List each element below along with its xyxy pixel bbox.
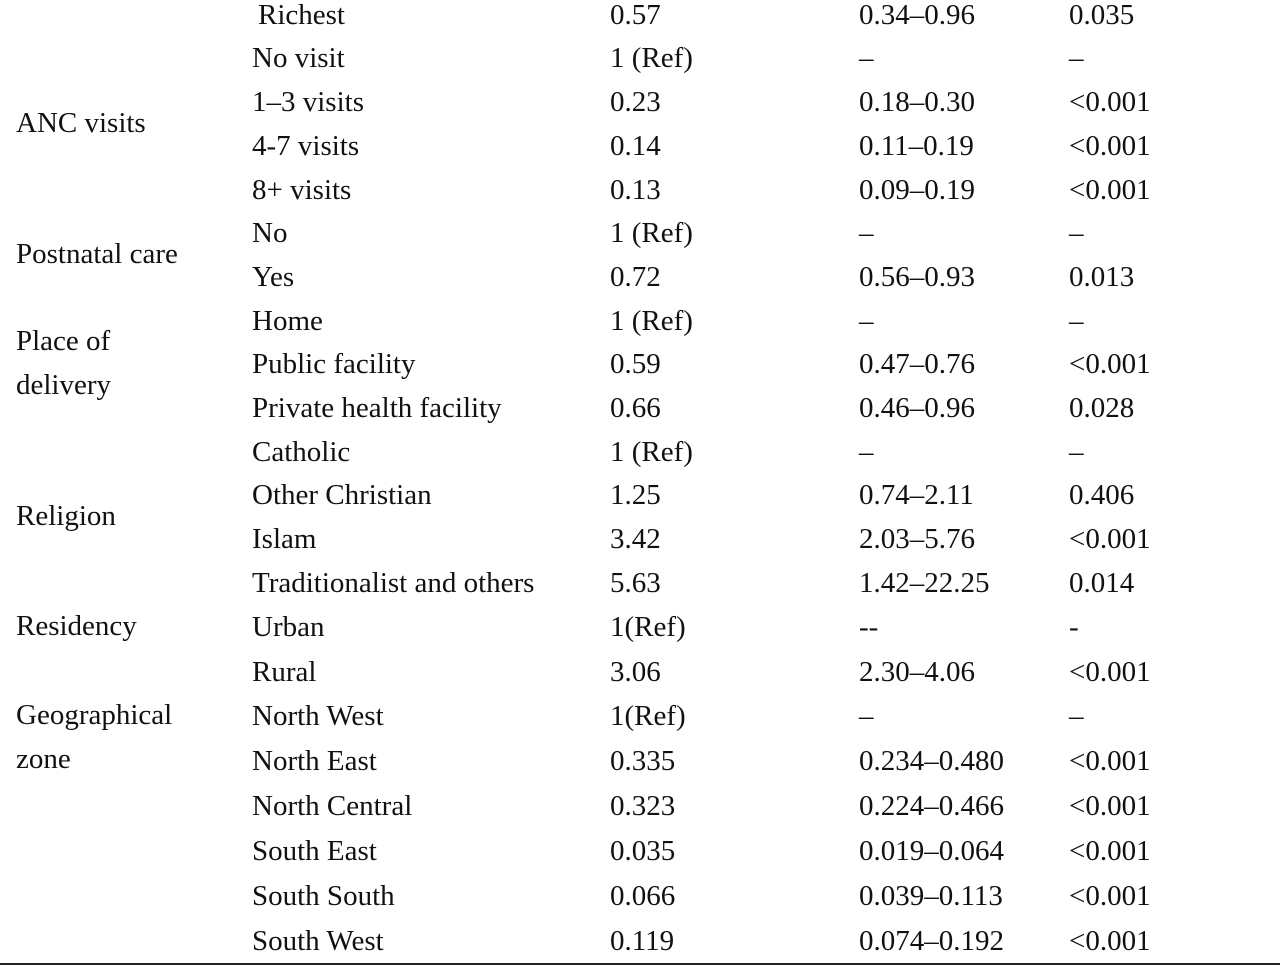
table-row: [0, 836, 1280, 876]
table-row: [0, 612, 1280, 652]
ci-cell: --: [859, 611, 879, 643]
subcategory-cell: Rural: [252, 656, 317, 688]
group-label-geographical-zone: Geographical zone: [16, 699, 173, 775]
ci-cell: –: [859, 42, 874, 74]
table-row: [0, 218, 1280, 258]
p-value-cell: <0.001: [1069, 656, 1151, 688]
odds-ratio-cell: 3.06: [610, 656, 661, 688]
ci-cell: 0.224–0.466: [859, 790, 1004, 822]
p-value-cell: <0.001: [1069, 523, 1151, 555]
p-value-cell: -: [1069, 611, 1079, 643]
odds-ratio-cell: 0.57: [610, 0, 661, 31]
ci-cell: 0.18–0.30: [859, 86, 975, 118]
table-row: [0, 0, 1280, 40]
subcategory-cell: Private health facility: [252, 392, 502, 424]
ci-cell: –: [859, 700, 874, 732]
ci-cell: –: [859, 217, 874, 249]
ci-cell: 0.11–0.19: [859, 130, 974, 162]
ci-cell: –: [859, 436, 874, 468]
odds-ratio-cell: 1 (Ref): [610, 42, 693, 74]
odds-ratio-cell: 0.66: [610, 392, 661, 424]
ci-cell: 0.34–0.96: [859, 0, 975, 31]
subcategory-cell: 4-7 visits: [252, 130, 360, 162]
table-row: [0, 568, 1280, 608]
table-row: [0, 43, 1280, 83]
subcategory-cell: North West: [252, 700, 384, 732]
odds-ratio-cell: 0.23: [610, 86, 661, 118]
subcategory-cell: Urban: [252, 611, 325, 643]
table-row: [0, 262, 1280, 302]
table-row: [0, 657, 1280, 697]
ci-cell: 0.74–2.11: [859, 479, 974, 511]
subcategory-cell: Islam: [252, 523, 317, 555]
subcategory-cell: Home: [252, 305, 323, 337]
subcategory-cell: 1–3 visits: [252, 86, 364, 118]
odds-ratio-cell: 0.035: [610, 835, 676, 867]
subcategory-cell: North East: [252, 745, 377, 777]
table-row: [0, 746, 1280, 786]
group-label-religion: Religion: [16, 500, 116, 532]
odds-ratio-cell: 1(Ref): [610, 700, 686, 732]
subcategory-cell: South East: [252, 835, 377, 867]
table-bottom-rule: [0, 963, 1280, 965]
ci-cell: 0.09–0.19: [859, 174, 975, 206]
odds-ratio-cell: 5.63: [610, 567, 661, 599]
p-value-cell: 0.014: [1069, 567, 1135, 599]
table-row: [0, 480, 1280, 520]
p-value-cell: 0.035: [1069, 0, 1135, 31]
table-row: [0, 306, 1280, 346]
odds-ratio-cell: 1 (Ref): [610, 305, 693, 337]
table-row: [0, 437, 1280, 477]
subcategory-cell: Yes: [252, 261, 295, 293]
p-value-cell: <0.001: [1069, 835, 1151, 867]
subcategory-cell: Public facility: [252, 348, 416, 380]
odds-ratio-cell: 1.25: [610, 479, 661, 511]
odds-ratio-cell: 3.42: [610, 523, 661, 555]
p-value-cell: –: [1069, 217, 1084, 249]
p-value-cell: –: [1069, 700, 1084, 732]
subcategory-cell: Traditionalist and others: [252, 567, 535, 599]
p-value-cell: <0.001: [1069, 130, 1151, 162]
p-value-cell: 0.406: [1069, 479, 1135, 511]
subcategory-cell: No visit: [252, 42, 345, 74]
odds-ratio-cell: 0.72: [610, 261, 661, 293]
table-row: [0, 701, 1280, 741]
odds-ratio-cell: 0.335: [610, 745, 676, 777]
table-row: [0, 791, 1280, 831]
p-value-cell: <0.001: [1069, 174, 1151, 206]
odds-ratio-cell: 1(Ref): [610, 611, 686, 643]
ci-cell: 0.56–0.93: [859, 261, 975, 293]
ci-cell: 0.234–0.480: [859, 745, 1004, 777]
p-value-cell: <0.001: [1069, 925, 1151, 957]
table-row: [0, 349, 1280, 389]
odds-ratio-cell: 0.59: [610, 348, 661, 380]
ci-cell: 0.47–0.76: [859, 348, 975, 380]
group-label-place-of-delivery: Place of delivery: [16, 325, 112, 401]
group-label-postnatal-care: Postnatal care: [16, 238, 178, 270]
group-label-residency: Residency: [16, 610, 137, 642]
table-row: [0, 524, 1280, 564]
p-value-cell: 0.013: [1069, 261, 1135, 293]
p-value-cell: –: [1069, 436, 1084, 468]
p-value-cell: –: [1069, 305, 1084, 337]
subcategory-cell: Richest: [258, 0, 345, 31]
ci-cell: 1.42–22.25: [859, 567, 990, 599]
group-label-anc-visits: ANC visits: [16, 107, 146, 139]
table-row: [0, 926, 1280, 966]
p-value-cell: <0.001: [1069, 745, 1151, 777]
table-row: [0, 393, 1280, 433]
p-value-cell: <0.001: [1069, 880, 1151, 912]
ci-cell: –: [859, 305, 874, 337]
p-value-cell: <0.001: [1069, 790, 1151, 822]
ci-cell: 0.019–0.064: [859, 835, 1004, 867]
subcategory-cell: North Central: [252, 790, 413, 822]
ci-cell: 0.074–0.192: [859, 925, 1004, 957]
odds-ratio-cell: 0.323: [610, 790, 676, 822]
table-row: [0, 175, 1280, 215]
odds-ratio-cell: 1 (Ref): [610, 217, 693, 249]
odds-ratio-cell: 0.066: [610, 880, 676, 912]
ci-cell: 0.039–0.113: [859, 880, 1003, 912]
odds-ratio-cell: 1 (Ref): [610, 436, 693, 468]
subcategory-cell: South South: [252, 880, 395, 912]
ci-cell: 2.03–5.76: [859, 523, 975, 555]
ci-cell: 0.46–0.96: [859, 392, 975, 424]
subcategory-cell: Other Christian: [252, 479, 432, 511]
subcategory-cell: Catholic: [252, 436, 351, 468]
table-row: [0, 131, 1280, 171]
subcategory-cell: South West: [252, 925, 384, 957]
table-row: [0, 87, 1280, 127]
odds-ratio-cell: 0.14: [610, 130, 661, 162]
p-value-cell: 0.028: [1069, 392, 1135, 424]
p-value-cell: <0.001: [1069, 348, 1151, 380]
ci-cell: 2.30–4.06: [859, 656, 975, 688]
odds-ratio-cell: 0.119: [610, 925, 675, 957]
odds-ratio-cell: 0.13: [610, 174, 661, 206]
table-row: [0, 881, 1280, 921]
subcategory-cell: No: [252, 217, 288, 249]
subcategory-cell: 8+ visits: [252, 174, 352, 206]
p-value-cell: <0.001: [1069, 86, 1151, 118]
p-value-cell: –: [1069, 42, 1084, 74]
